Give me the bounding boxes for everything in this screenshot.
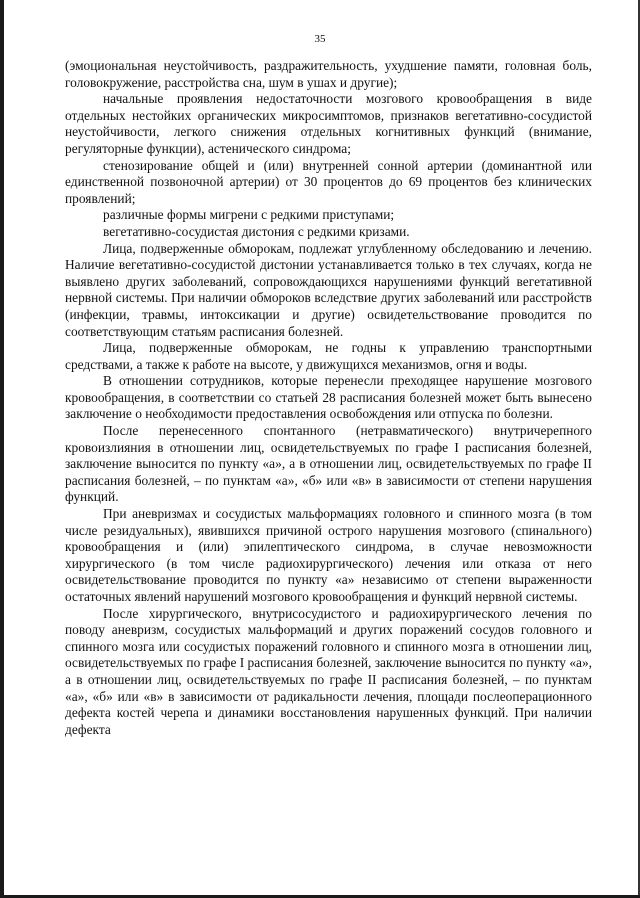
paragraph-fainting-restrictions: Лица, подверженные обморокам, не годны к управлению транспортными средствами, а также к работе на высоте, у движущихся механизмов, огня и воды. bbox=[65, 340, 592, 372]
page-number: 35 bbox=[314, 33, 326, 45]
paragraph-continuation: (эмоциональная неустойчивость, раздражительность, ухудшение памяти, головная боль, головокружение, расстройства сна, шум в ушах и другие); bbox=[65, 58, 592, 90]
scan-border-left bbox=[0, 0, 4, 898]
list-item-carotid-stenosis: стенозирование общей и (или) внутренней сонной артерии (доминантной или единственной позвоночной артерии) от 30 процентов до 69 процентов без клинических проявлений; bbox=[65, 157, 592, 206]
paragraph-transient-circulation: В отношении сотрудников, которые перенесли преходящее нарушение мозгового кровообращения, в соответствии со статьей 28 расписания болезней может быть вынесено заключение о необходимости предоставления освобождения или отпуска по болезни. bbox=[65, 373, 592, 422]
document-body bbox=[65, 58, 592, 738]
list-item-migraine: различные формы мигрени с редкими приступами; bbox=[103, 207, 395, 223]
list-item-initial-manifestations: начальные проявления недостаточности мозгового кровообращения в виде отдельных нестойких органических микросимптомов, признаков вегетативно-сосудистой неустойчивости, легкого снижения отдельных когнитивных функций (внимание, регуляторные функции), астенического синдрома; bbox=[65, 91, 592, 156]
paragraph-intracranial-hemorrhage: После перенесенного спонтанного (нетравматического) внутричерепного кровоизлияния в отношении лиц, освидетельствуемых по графе I расписания болезней, заключение выносится по пункту «а», а в отношении лиц, освидетельствуемых по графе II расписания болезней, – по пунктам «а», «б» или «в» в зависимости от степени нарушения функций. bbox=[65, 423, 592, 505]
paragraph-surgical-treatment: После хирургического, внутрисосудистого и радиохирургического лечения по поводу аневризм, сосудистых мальформаций и других поражений сосудов головного и спинного мозга или сосудистых поражений головного и спинного мозга в отношении лиц, освидетельствуемых по графе I расписания болезней, заключение выносится по пункту «а», а в отношении лиц, освидетельствуемых по графе II расписания болезней, – по пунктам «а», «б» или «в» в зависимости от радикальности лечения, площади послеоперационного дефекта костей черепа и динамики восстановления нарушенных функций. При наличии дефекта bbox=[65, 605, 593, 737]
paragraph-fainting-examination: Лица, подверженные обморокам, подлежат углубленному обследованию и лечению. Наличие вегетативно-сосудистой дистонии устанавливается только в тех случаях, когда не выявлено других заболеваний, сопровождающихся нарушениями функций вегетативной нервной системы. При наличии обмороков вследствие других заболеваний или расстройств (инфекции, травмы, интоксикации и другие) освидетельствование проводится по соответствующим статьям расписания болезней. bbox=[65, 240, 592, 339]
list-item-vegetative-dystonia: вегетативно-сосудистая дистония с редкими кризами. bbox=[103, 223, 410, 239]
paragraph-aneurysms: При аневризмах и сосудистых мальформациях головного и спинного мозга (в том числе резидуальных), явившихся причиной острого нарушения мозгового (спинального) кровообращения и (или) эпилептического синдрома, в случае невозможности хирургического (в том числе радиохирургического) лечения или отказа от него освидетельствование проводится по пункту «а» независимо от степени выраженности остаточных явлений нарушений мозгового кровообращения и функций нервной системы. bbox=[65, 506, 592, 604]
